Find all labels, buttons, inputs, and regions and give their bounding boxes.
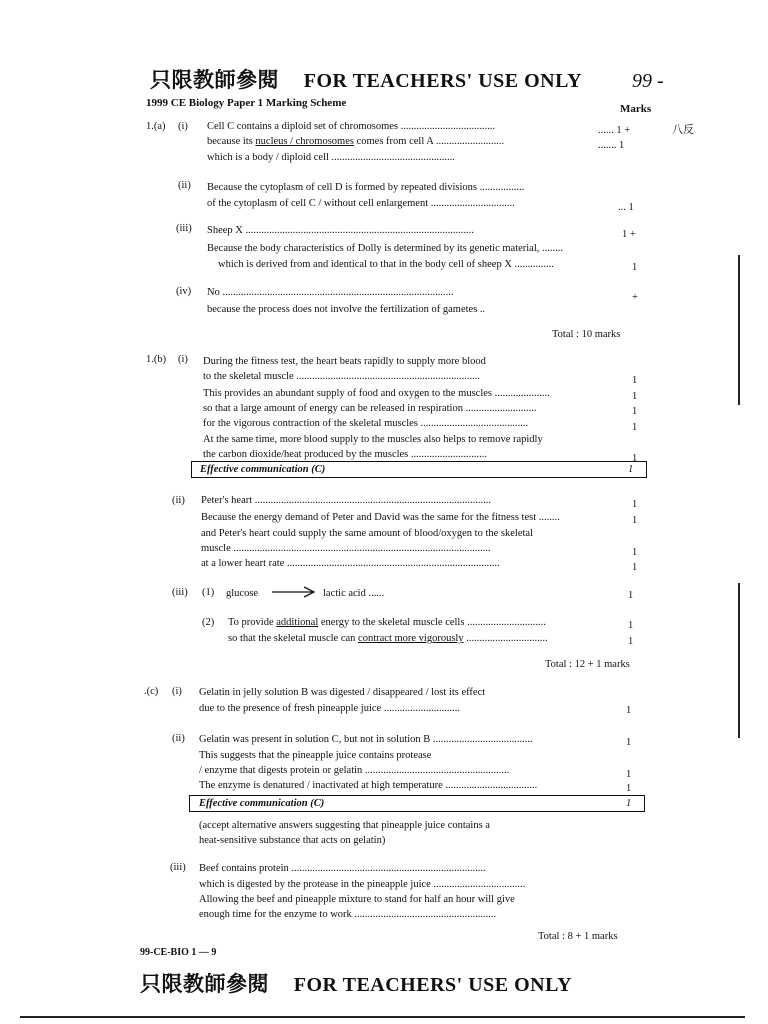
banner-english: FOR TEACHERS' USE ONLY <box>303 70 583 92</box>
page-code: 99-CE-BIO 1 — 9 <box>140 947 217 958</box>
effective-communication-label: Effective communication (C) <box>200 464 326 475</box>
q1b-i-line: This provides an abundant supply of food and oxygen to the muscles ..................... <box>203 388 550 399</box>
effective-communication-mark: 1 <box>628 464 634 475</box>
q1b-total: Total : 12 + 1 marks <box>545 659 630 670</box>
q1b-iii-part2-line2: so that the skeletal muscle can contract more vigorously ............................... <box>228 633 548 644</box>
q1a-iv-line2: because the process does not involve the fertilization of gametes .. <box>207 304 486 315</box>
q1b-ii-line: muscle .................................................................................................. <box>201 543 491 554</box>
glucose-label: glucose <box>226 588 259 599</box>
q1b-iii-part2-mark1: 1 <box>628 620 634 631</box>
q1c-i-num: (i) <box>172 686 182 697</box>
q1a-iii-line3: which is derived from and identical to that in the body cell of sheep X ............... <box>218 259 554 270</box>
q1b-ii-mark: 1 <box>632 562 638 573</box>
q1a-i-line2: because its nucleus / chromosomes comes from cell A .......................... <box>207 136 505 147</box>
q1c-i-line1: Gelatin in jelly solution B was digested / disappeared / lost its effect <box>199 687 486 698</box>
reaction-arrow-icon <box>270 585 320 599</box>
q1c-ii-mark: 1 <box>626 783 632 794</box>
q1a-iii-mark1: 1 + <box>622 229 636 240</box>
top-banner <box>150 64 582 94</box>
q1b-i-mark: 1 <box>632 406 638 417</box>
q1a-i-mark1: ...... 1 + <box>598 125 631 136</box>
accept-note-line2: heat-sensitive substance that acts on gelatin) <box>199 835 386 846</box>
q1c-i-line2: due to the presence of fresh pineapple juice ............................. <box>199 703 460 714</box>
q1b-iii-num: (iii) <box>172 587 188 598</box>
q1a-i-line3: which is a body / diploid cell ............................................... <box>207 152 455 163</box>
paper-title: 1999 CE Biology Paper 1 Marking Scheme <box>146 97 347 109</box>
q1b-ii-mark: 1 <box>632 499 638 510</box>
q1c-iii-line: enough time for the enzyme to work ...................................................... <box>199 909 497 920</box>
q1a-iv-mark: + <box>632 292 638 303</box>
q1c-ii-line: This suggests that the pineapple juice contains protease <box>199 750 432 761</box>
handwritten-note: 99 - <box>632 70 664 92</box>
q1b-i-line: for the vigorous contraction of the skeletal muscles ......................................... <box>203 418 529 429</box>
accept-note-line1: (accept alternative answers suggesting that pineapple juice contains a <box>199 820 490 831</box>
scan-bottom-line <box>20 1016 745 1018</box>
q1a-ii-num: (ii) <box>178 180 191 191</box>
q1b-i-line: At the same time, more blood supply to the muscles also helps to remove rapidly <box>203 434 543 445</box>
q1b-i-mark: 1 <box>632 453 638 464</box>
q1a-iii-line2: Because the body characteristics of Dolly is determined by its genetic material, ........ <box>207 243 564 254</box>
q1b-ii-line: Because the energy demand of Peter and David was the same for the fitness test ........ <box>201 512 560 523</box>
q1b-ii-mark: 1 <box>632 547 638 558</box>
q1b-iii-part1-mark: 1 <box>628 590 634 601</box>
q1c-iii-line: Beef contains protein .......................................................................... <box>199 863 486 874</box>
q1c-total: Total : 8 + 1 marks <box>538 931 618 942</box>
q1b-iii-part2-mark2: 1 <box>628 636 634 647</box>
q1b-i-line: so that a large amount of energy can be released in respiration ........................... <box>203 403 537 414</box>
q1c-ii-mark: 1 <box>626 737 632 748</box>
q1b-i-mark: 1 <box>632 391 638 402</box>
q1a-iii-mark3: 1 <box>632 262 638 273</box>
q1c-ii-line: / enzyme that digests protein or gelatin ....................................................... <box>199 765 510 776</box>
banner-cjk: 只限教師參閱 <box>140 972 269 996</box>
q1a-iii-line1: Sheep X ....................................................................................... <box>207 225 474 236</box>
q1a-total: Total : 10 marks <box>552 329 621 340</box>
q1a-ii-mark: ... 1 <box>618 202 634 213</box>
q1b-i-mark: 1 <box>632 375 638 386</box>
q1a-iv-num: (iv) <box>176 286 192 297</box>
q1c-label: .(c) <box>144 686 159 697</box>
q1c-iii-line: which is digested by the protease in the pineapple juice ................................... <box>199 879 526 890</box>
effective-communication-mark: 1 <box>626 798 632 809</box>
banner-cjk: 只限教師參閱 <box>150 68 279 92</box>
q1a-ii-line2: of the cytoplasm of cell C / without cell enlargement ................................ <box>207 198 515 209</box>
q1a-iv-line1: No ........................................................................................ <box>207 287 454 298</box>
q1a-i-line1: Cell C contains a diploid set of chromosomes .................................... <box>207 121 496 132</box>
q1a-ii-line1: Because the cytoplasm of cell D is formed by repeated divisions ................. <box>207 182 525 193</box>
q1b-i-line: to the skeletal muscle ...................................................................... <box>203 371 481 382</box>
q1b-ii-line: at a lower heart rate ................................................................................. <box>201 558 500 569</box>
q1b-iii-part2-line1: To provide additional energy to the skeletal muscle cells .............................. <box>228 617 546 628</box>
scan-edge-line <box>738 583 740 738</box>
effective-communication-label: Effective communication (C) <box>199 798 325 809</box>
q1a-iii-num: (iii) <box>176 223 192 234</box>
banner-english: FOR TEACHERS' USE ONLY <box>293 974 573 996</box>
q1a-i-mark2: ....... 1 <box>598 140 625 151</box>
q1b-ii-num: (ii) <box>172 495 185 506</box>
q1b-ii-line: and Peter's heart could supply the same amount of blood/oxygen to the skeletal <box>201 528 533 539</box>
q1c-ii-num: (ii) <box>172 733 185 744</box>
q1c-i-mark: 1 <box>626 705 632 716</box>
bottom-banner <box>140 968 572 998</box>
margin-handwriting: 八反 <box>672 124 694 136</box>
lactic-acid-label: lactic acid ...... <box>323 588 385 599</box>
q1b-ii-line: Peter's heart .......................................................................................... <box>201 495 492 506</box>
q1c-iii-line: Allowing the beef and pineapple mixture to stand for half an hour will give <box>199 894 515 905</box>
q1c-ii-line: Gelatin was present in solution C, but not in solution B ...................................... <box>199 734 533 745</box>
scan-edge-line <box>738 255 740 405</box>
q1b-i-mark: 1 <box>632 422 638 433</box>
q1c-iii-num: (iii) <box>170 862 186 873</box>
q1b-i-line: During the fitness test, the heart beats rapidly to supply more blood <box>203 356 486 367</box>
q1b-i-line: the carbon dioxide/heat produced by the muscles ............................. <box>203 449 488 460</box>
q1b-iii-part2-num: (2) <box>202 617 215 628</box>
q1c-ii-mark: 1 <box>626 769 632 780</box>
q1c-ii-line: The enzyme is denatured / inactivated at high temperature ................................... <box>199 780 538 791</box>
q1b-iii-part1-num: (1) <box>202 587 215 598</box>
q1a-i-num: (i) <box>178 121 188 132</box>
marks-heading: Marks <box>620 103 652 115</box>
q1b-label: 1.(b) <box>146 354 167 365</box>
q1a-label: 1.(a) <box>146 121 166 132</box>
q1b-ii-mark: 1 <box>632 515 638 526</box>
q1b-i-num: (i) <box>178 354 188 365</box>
